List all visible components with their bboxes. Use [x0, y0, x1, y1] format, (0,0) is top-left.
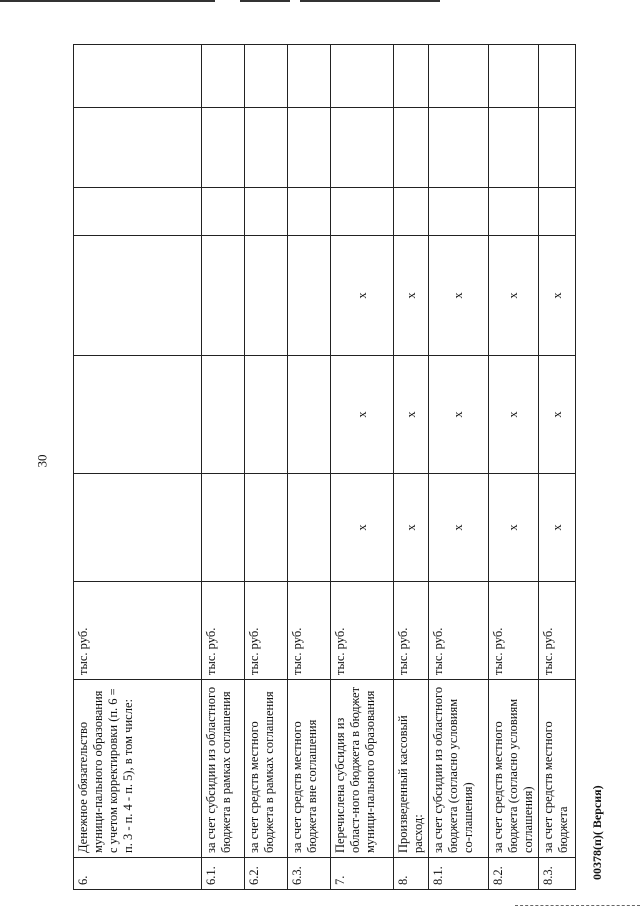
value-cell: х [539, 474, 576, 582]
table-row [74, 45, 202, 890]
row-label: за счет средств местного бюджета (согласно условиям соглашения) [489, 680, 539, 858]
value-cell [202, 236, 245, 356]
value-cell: х [489, 236, 539, 356]
value-cell: х [394, 474, 429, 582]
page-number [34, 445, 60, 475]
row-unit: тыс. руб. [394, 582, 429, 680]
value-cell [394, 108, 429, 188]
value-cell [331, 188, 394, 236]
row-unit: тыс. руб. [288, 582, 331, 680]
value-cell: х [331, 474, 394, 582]
value-cell [331, 45, 394, 108]
row-number: 8.3. [539, 858, 576, 890]
bottom-dashed-line [515, 905, 640, 907]
value-cell [202, 474, 245, 582]
value-cell [288, 236, 331, 356]
value-cell [288, 188, 331, 236]
value-cell: х [539, 236, 576, 356]
value-cell [245, 474, 288, 582]
value-cell [429, 108, 489, 188]
row-unit: тыс. руб. [489, 582, 539, 680]
value-cell: х [429, 474, 489, 582]
value-cell [245, 356, 288, 474]
value-cell [539, 108, 576, 188]
row-number: 6.1. [202, 858, 245, 890]
value-cell [489, 188, 539, 236]
value-cell [74, 236, 202, 356]
value-cell [245, 188, 288, 236]
row-unit: тыс. руб. [74, 582, 202, 680]
value-cell [331, 108, 394, 188]
row-number: 8. [394, 858, 429, 890]
table-row [331, 45, 394, 890]
row-unit: тыс. руб. [539, 582, 576, 680]
value-cell [288, 108, 331, 188]
value-cell [202, 188, 245, 236]
row-label: за счет средств местного бюджета в рамках соглашения [245, 680, 288, 858]
value-cell [288, 45, 331, 108]
value-cell [202, 108, 245, 188]
report-table [73, 44, 576, 890]
top-edge-line [0, 0, 640, 3]
row-number: 6.2. [245, 858, 288, 890]
row-unit: тыс. руб. [331, 582, 394, 680]
value-cell [245, 236, 288, 356]
value-cell [489, 45, 539, 108]
value-cell [74, 356, 202, 474]
table-row [245, 45, 288, 890]
row-number: 8.2. [489, 858, 539, 890]
row-unit: тыс. руб. [202, 582, 245, 680]
value-cell: х [394, 236, 429, 356]
value-cell [74, 474, 202, 582]
row-unit: тыс. руб. [429, 582, 489, 680]
row-label: за счет субсидии из областного бюджета в рамках соглашения [202, 680, 245, 858]
value-cell: х [429, 356, 489, 474]
value-cell [202, 45, 245, 108]
value-cell [74, 188, 202, 236]
row-label: Произведенный кассовый расход: [394, 680, 429, 858]
value-cell: х [539, 356, 576, 474]
row-label: за счет средств местного бюджета вне соглашения [288, 680, 331, 858]
table-row [394, 45, 429, 890]
table-row [202, 45, 245, 890]
value-cell [288, 474, 331, 582]
table-row [489, 45, 539, 890]
value-cell [539, 188, 576, 236]
value-cell [429, 45, 489, 108]
value-cell: х [429, 236, 489, 356]
footer-code-text: 00378(п)( Версия) [590, 785, 604, 880]
table-row [288, 45, 331, 890]
row-label: Денежное обязательство муници-пального образования с учетом корректировки (п. 6 = п. 3 - п. 4 - п. 5), в том числе: [74, 680, 202, 858]
value-cell [202, 356, 245, 474]
footer-code [590, 785, 610, 900]
value-cell [288, 356, 331, 474]
value-cell: х [394, 356, 429, 474]
value-cell [74, 45, 202, 108]
value-cell: х [489, 356, 539, 474]
value-cell: х [489, 474, 539, 582]
table-row [429, 45, 489, 890]
row-number: 6.3. [288, 858, 331, 890]
value-cell [489, 108, 539, 188]
page-number-text: 30 [34, 454, 50, 468]
rotated-table-container [73, 30, 570, 890]
value-cell [394, 45, 429, 108]
value-cell: х [331, 236, 394, 356]
value-cell [394, 188, 429, 236]
value-cell [245, 108, 288, 188]
row-label: за счет субсидии из областного бюджета (согласно условиям со-глашения) [429, 680, 489, 858]
row-label: за счет средств местного бюджета [539, 680, 576, 858]
value-cell: х [331, 356, 394, 474]
row-number: 8.1. [429, 858, 489, 890]
row-number: 7. [331, 858, 394, 890]
value-cell [539, 45, 576, 108]
row-number: 6. [74, 858, 202, 890]
row-unit: тыс. руб. [245, 582, 288, 680]
value-cell [245, 45, 288, 108]
value-cell [74, 108, 202, 188]
table-row [539, 45, 576, 890]
value-cell [429, 188, 489, 236]
row-label: Перечислена субсидия из област-ного бюджета в бюджет муници-пального образования [331, 680, 394, 858]
